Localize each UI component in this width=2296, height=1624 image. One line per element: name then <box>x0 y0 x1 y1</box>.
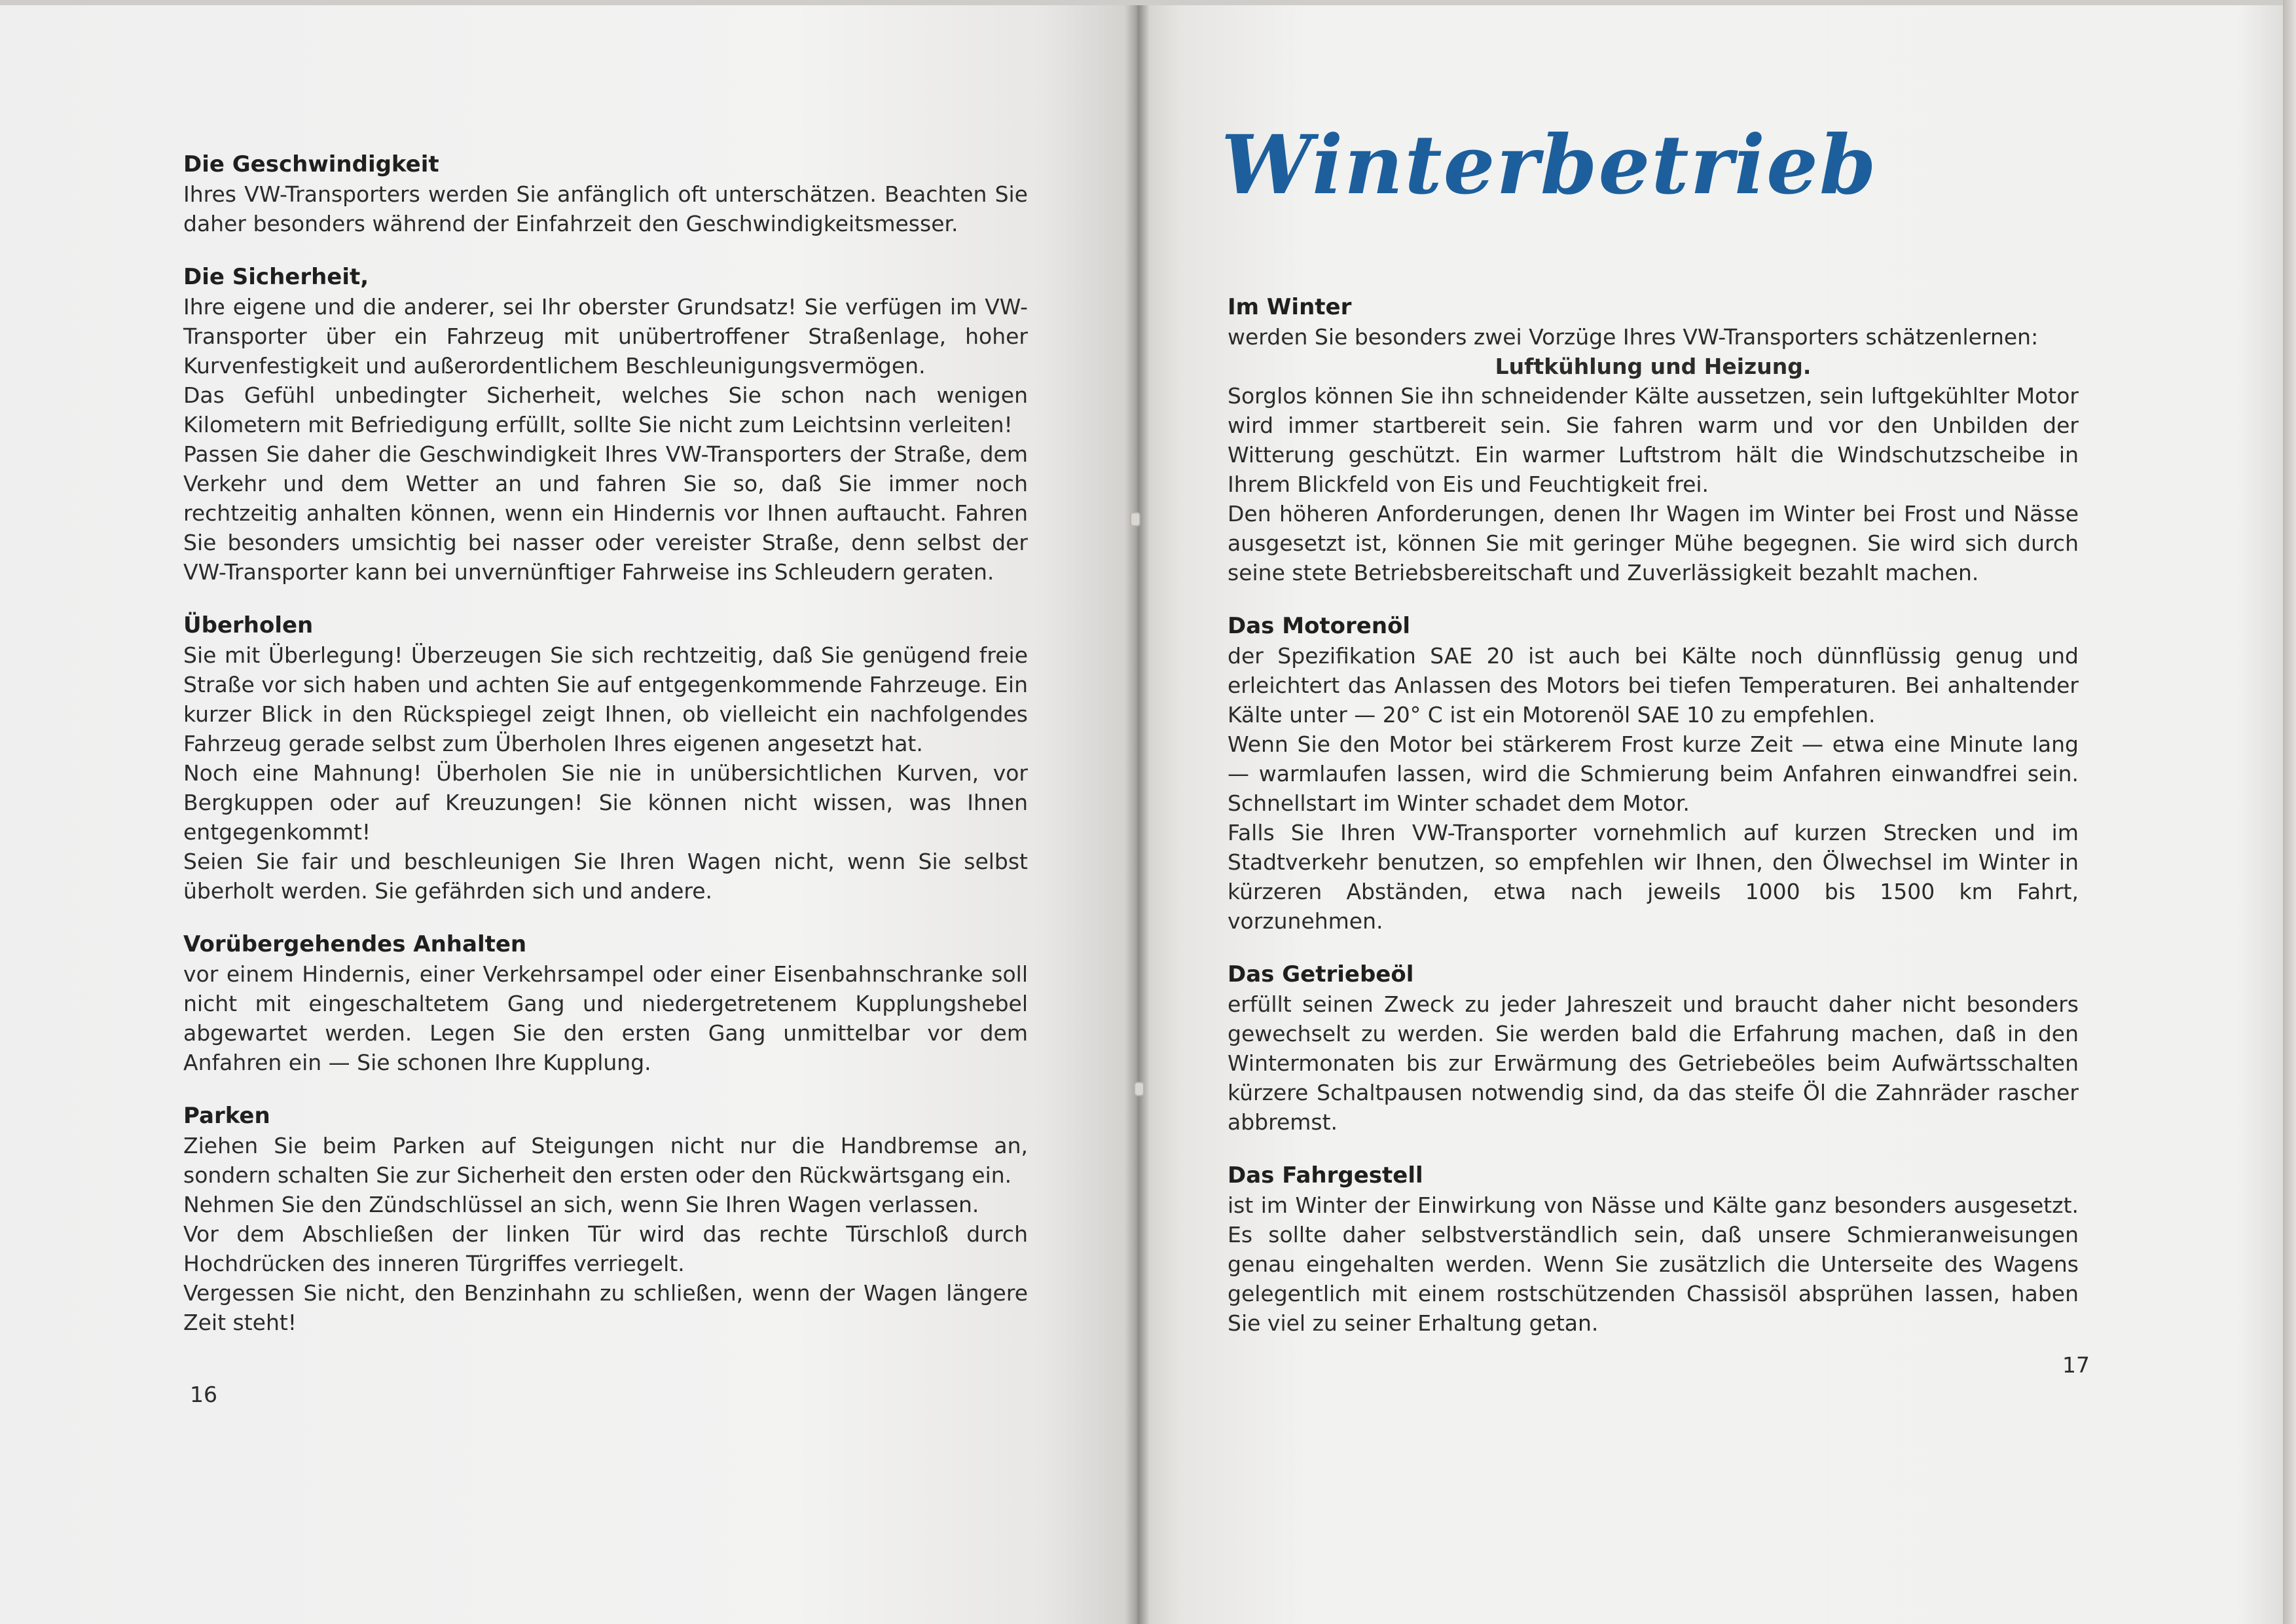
paragraph: der Spezifikation SAE 20 ist auch bei Kälte noch dünnflüssig genug und erleichtert das Anlassen des Motors bei tiefen Temperaturen. Bei anhaltender Kälte unter — 20° C ist ein Motorenöl SAE 10 zu empfehlen. <box>1228 643 2079 728</box>
section-parken <box>183 1101 1028 1337</box>
section-ueberholen <box>183 610 1028 906</box>
paragraph: werden Sie besonders zwei Vorzüge Ihres VW-Transporters schätzenlernen: <box>1228 324 2039 350</box>
section-heading: Das Fahrgestell <box>1228 1162 1423 1189</box>
section-heading: Das Getriebeöl <box>1228 961 1414 987</box>
book-gutter <box>1125 0 1150 1624</box>
section-heading: Im Winter <box>1228 294 1352 320</box>
paragraph: Ziehen Sie beim Parken auf Steigungen nicht nur die Handbremse an, sondern schalten Sie zur Sicherheit den ersten oder den Rückwärtsgang ein. <box>183 1133 1028 1188</box>
page-title: Winterbetrieb <box>1221 118 1878 213</box>
paragraph: Seien Sie fair und beschleunigen Sie Ihren Wagen nicht, wenn Sie selbst überholt werden. Sie gefährden sich und andere. <box>183 849 1028 904</box>
section-heading: Die Geschwindigkeit <box>183 151 439 177</box>
paragraph: Das Gefühl unbedingter Sicherheit, welches Sie schon nach wenigen Kilometern mit Befriedigung erfüllt, sollte Sie nicht zum Leichtsinn verleiten! <box>183 382 1028 437</box>
staple-top <box>1130 512 1140 526</box>
paragraph: Passen Sie daher die Geschwindigkeit Ihres VW-Transporters der Straße, dem Verkehr und dem Wetter an und fahren Sie so, daß Sie immer noch rechtzeitig anhalten können, wenn ein Hindernis vor Ihnen auftaucht. Fahren Sie besonders umsichtig bei nasser oder vereister Straße, denn selbst der VW-Transporter kann bei unvernünftiger Fahrweise ins Schleudern geraten. <box>183 441 1028 585</box>
section-heading: Parken <box>183 1103 270 1129</box>
paragraph: Sorglos können Sie ihn schneidender Kälte aussetzen, sein luftgekühlter Motor wird immer startbereit sein. Sie fahren warm und vor den Unbilden der Witterung geschützt. Ein warmer Luftstrom hält die Windschutzscheibe in Ihrem Blickfeld von Eis und Feuchtigkeit frei. <box>1228 383 2079 497</box>
page-top-edge <box>0 0 2296 5</box>
page-number-left: 16 <box>190 1382 217 1407</box>
page-number-right: 17 <box>2062 1352 2090 1378</box>
section-anhalten <box>183 929 1028 1077</box>
right-page-text <box>1228 292 2079 1361</box>
section-heading: Überholen <box>183 612 314 638</box>
cover-edge <box>2283 0 2296 1624</box>
section-geschwindigkeit <box>183 149 1028 238</box>
paragraph: Ihre eigene und die anderer, sei Ihr oberster Grundsatz! Sie verfügen im VW-Transporter über ein Fahrzeug mit unübertroffener Straßenlage, hoher Kurvenfestigkeit und außerordentlichem Beschleunigungsvermögen. <box>183 294 1028 378</box>
centered-subheading: Luftkühlung und Heizung. <box>1495 354 1812 379</box>
paragraph: Nehmen Sie den Zündschlüssel an sich, wenn Sie Ihren Wagen verlassen. <box>183 1192 979 1217</box>
paragraph: Ihres VW-Transporters werden Sie anfänglich oft unterschätzen. Beachten Sie daher besonders während der Einfahrzeit den Geschwindigkeitsmesser. <box>183 181 1028 236</box>
paragraph: Vor dem Abschließen der linken Tür wird das rechte Türschloß durch Hochdrücken des inneren Türgriffes verriegelt. <box>183 1221 1028 1276</box>
section-sicherheit <box>183 262 1028 587</box>
section-motorenoel <box>1228 611 2079 936</box>
section-fahrgestell <box>1228 1160 2079 1338</box>
paragraph: erfüllt seinen Zweck zu jeder Jahreszeit und braucht daher nicht besonders gewechselt zu werden. Sie werden bald die Erfahrung machen, daß in den Wintermonaten bis zur Erwärmung des Getriebeöles beim Aufwärtsschalten kürzere Schaltpausen notwendig sind, da das steife Öl die Zahnräder rascher abbremst. <box>1228 991 2079 1135</box>
section-heading: Vorübergehendes Anhalten <box>183 931 527 957</box>
left-page-text <box>183 149 1028 1361</box>
paragraph: Sie mit Überlegung! Überzeugen Sie sich rechtzeitig, daß Sie genügend freie Straße vor sich haben und achten Sie auf entgegenkommende Fahrzeuge. Ein kurzer Blick in den Rückspiegel zeigt Ihnen, ob vielleicht ein nachfolgendes Fahrzeug gerade selbst zum Überholen Ihres eigenen angesetzt hat. <box>183 642 1028 756</box>
paragraph: Wenn Sie den Motor bei stärkerem Frost kurze Zeit — etwa eine Minute lang — warmlaufen lassen, wird die Schmierung beim Anfahren einwandfrei sein. Schnellstart im Winter schadet dem Motor. <box>1228 731 2079 816</box>
paragraph: Falls Sie Ihren VW-Transporter vornehmlich auf kurzen Strecken und im Stadtverkehr benutzen, so empfehlen wir Ihnen, den Ölwechsel im Winter in kürzeren Abständen, etwa nach jeweils 1000 bis 1500 km Fahrt, vorzunehmen. <box>1228 820 2079 934</box>
paragraph: vor einem Hindernis, einer Verkehrsampel oder einer Eisenbahnschranke soll nicht mit eingeschaltetem Gang und niedergetretenem Kupplungshebel abgewartet werden. Legen Sie den ersten Gang unmittelbar vor dem Anfahren ein — Sie schonen Ihre Kupplung. <box>183 961 1028 1075</box>
section-im-winter <box>1228 292 2079 587</box>
paragraph: Vergessen Sie nicht, den Benzinhahn zu schließen, wenn der Wagen längere Zeit steht! <box>183 1280 1028 1335</box>
section-getriebeoel <box>1228 959 2079 1137</box>
paragraph: Noch eine Mahnung! Überholen Sie nie in unübersichtlichen Kurven, vor Bergkuppen oder auf Kreuzungen! Sie können nicht wissen, was Ihnen entgegenkommt! <box>183 760 1028 845</box>
section-heading: Das Motorenöl <box>1228 613 1411 639</box>
paragraph: Den höheren Anforderungen, denen Ihr Wagen im Winter bei Frost und Nässe ausgesetzt ist, können Sie mit geringer Mühe begegnen. Sie wird sich durch seine stete Betriebsbereitschaft und Zuverlässigkeit bezahlt machen. <box>1228 501 2079 585</box>
section-heading: Die Sicherheit, <box>183 264 369 290</box>
paragraph: ist im Winter der Einwirkung von Nässe und Kälte ganz besonders ausgesetzt. Es sollte daher selbstverständlich sein, daß unsere Schmieranweisungen genau eingehalten werden. Wenn Sie zusätzlich die Unterseite des Wagens gelegentlich mit einem rostschützenden Chassisöl absprühen lassen, haben Sie viel zu seiner Erhaltung getan. <box>1228 1192 2079 1336</box>
staple-bottom <box>1134 1082 1144 1096</box>
